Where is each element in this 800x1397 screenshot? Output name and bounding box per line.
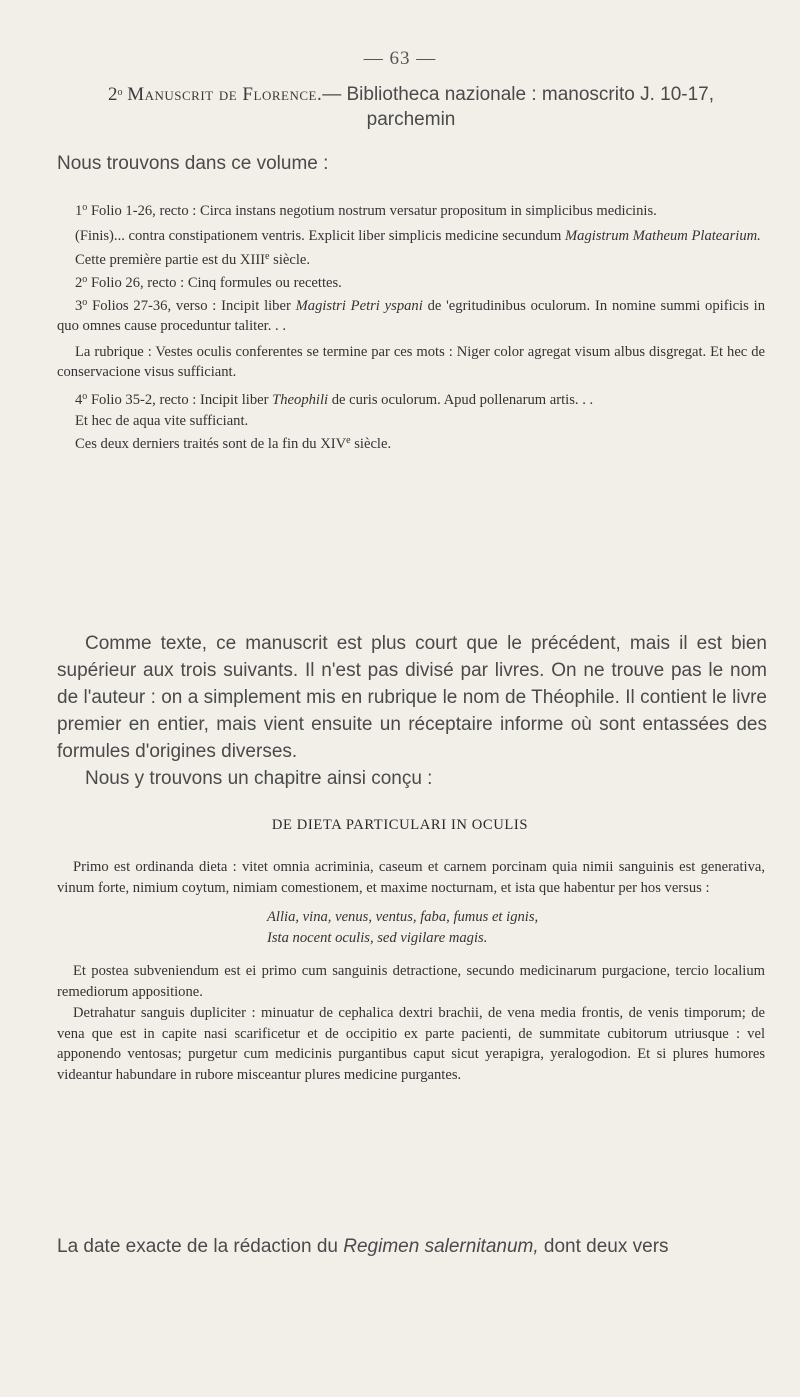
contents-item: Et hec de aqua vite sufficiant.: [75, 412, 249, 429]
contents-item: 4$^o$ Folio 35-2, recto : Incipit liber Theophili de curis oculorum. Apud pollenarum artis. . .: [75, 391, 594, 409]
main-paragraph: [57, 630, 767, 792]
verse-block: [57, 907, 765, 949]
contents-item: 1$^o$ Folio 1-26, recto : Circa instans negotium nostrum versatur propositum in simplicibus medicinis.: [75, 202, 657, 219]
latin-paragraph: Detrahatur sanguis dupliciter : minuatur de cephalica dextri brachii, de vena media frontis, de venis timporum; de vena que est in capite nasi scarificetur et de occipitio ex parte pacienti, de summitate cubitorum utriusque : vel apponendo ventosas; purgetur cum medicinis purgantibus caput sicut yerapigra, yeralogodion. Et si plures humores videantur habundare in rubore misceantur plures medicine purgantes.: [57, 1004, 765, 1083]
verse-line: Ista nocent oculis, sed vigilare magis.: [267, 930, 488, 947]
contents-item: 3$^o$ Folios 27-36, verso : Incipit liber Magistri Petri yspani de 'egritudinibus oculorum. In nomine summi opificis in quo omnes cause proceduntur taliter. . .: [57, 297, 765, 335]
paragraph-text: Nous y trouvons un chapitre ainsi conçu :: [85, 768, 433, 789]
latin-paragraph: Primo est ordinanda dieta : vitet omnia acriminia, caseum et carnem porcinam quia nimii sanguinis est generativa, vinum forte, nimium coytum, nimiam comestionem, et maxime nocturnam, et ista que habentur per hos versus :: [57, 859, 765, 896]
contents-item: Ces deux derniers traités sont de la fin du XIVe siècle.: [75, 434, 392, 452]
closing-line: La date exacte de la rédaction du Regimen salernitanum, dont deux vers: [57, 1236, 669, 1257]
latin-paragraph: Et postea subveniendum est ei primo cum sanguinis detractione, secundo medicinarum purgacione, tercio localium remediorum appositione.: [57, 963, 765, 1001]
contents-list: [57, 198, 765, 454]
latin-text: [57, 857, 765, 1086]
intro-line: Nous trouvons dans ce volume :: [57, 153, 329, 174]
heading-number-sup: o: [117, 87, 123, 98]
contents-item: (Finis)... contra constipationem ventris. Explicit liber simplicis medicine secundum Magistrum Matheum Platearium.: [75, 228, 761, 245]
contents-item: Cette première partie est du XIIIe siècle.: [75, 250, 311, 268]
verse-line: Allia, vina, venus, ventus, faba, fumus et ignis,: [267, 909, 539, 926]
page-number: — 63 —: [363, 48, 437, 69]
heading-rest: — Bibliotheca nazionale : manoscrito J. 10-17,: [322, 84, 715, 105]
heading-line2: parchemin: [366, 109, 456, 130]
heading-label: Manuscrit de Florence.: [127, 84, 323, 105]
paragraph-text: Comme texte, ce manuscrit est plus court que le précédent, mais il est bien supérieur aux trois suivants. Il n'est pas divisé par livres. On ne trouve pas le nom de l'auteur : on a simplement mis en rubrique le nom de Théophile. Il contient le livre premier en entier, mais vient ensuite un réceptaire informe où sont entassées des formules d'origines diverses.: [57, 633, 767, 762]
contents-item: La rubrique : Vestes oculis conferentes se termine par ces mots : Niger color agregat visum albus disgregat. Et hec de conservacione visus sufficiant.: [57, 343, 765, 381]
heading-number: 2: [107, 84, 118, 105]
section-title: DE DIETA PARTICULARI IN OCULIS: [271, 817, 529, 833]
contents-item: 2$^o$ Folio 26, recto : Cinq formules ou recettes.: [75, 273, 342, 291]
manuscript-heading: [57, 80, 765, 132]
